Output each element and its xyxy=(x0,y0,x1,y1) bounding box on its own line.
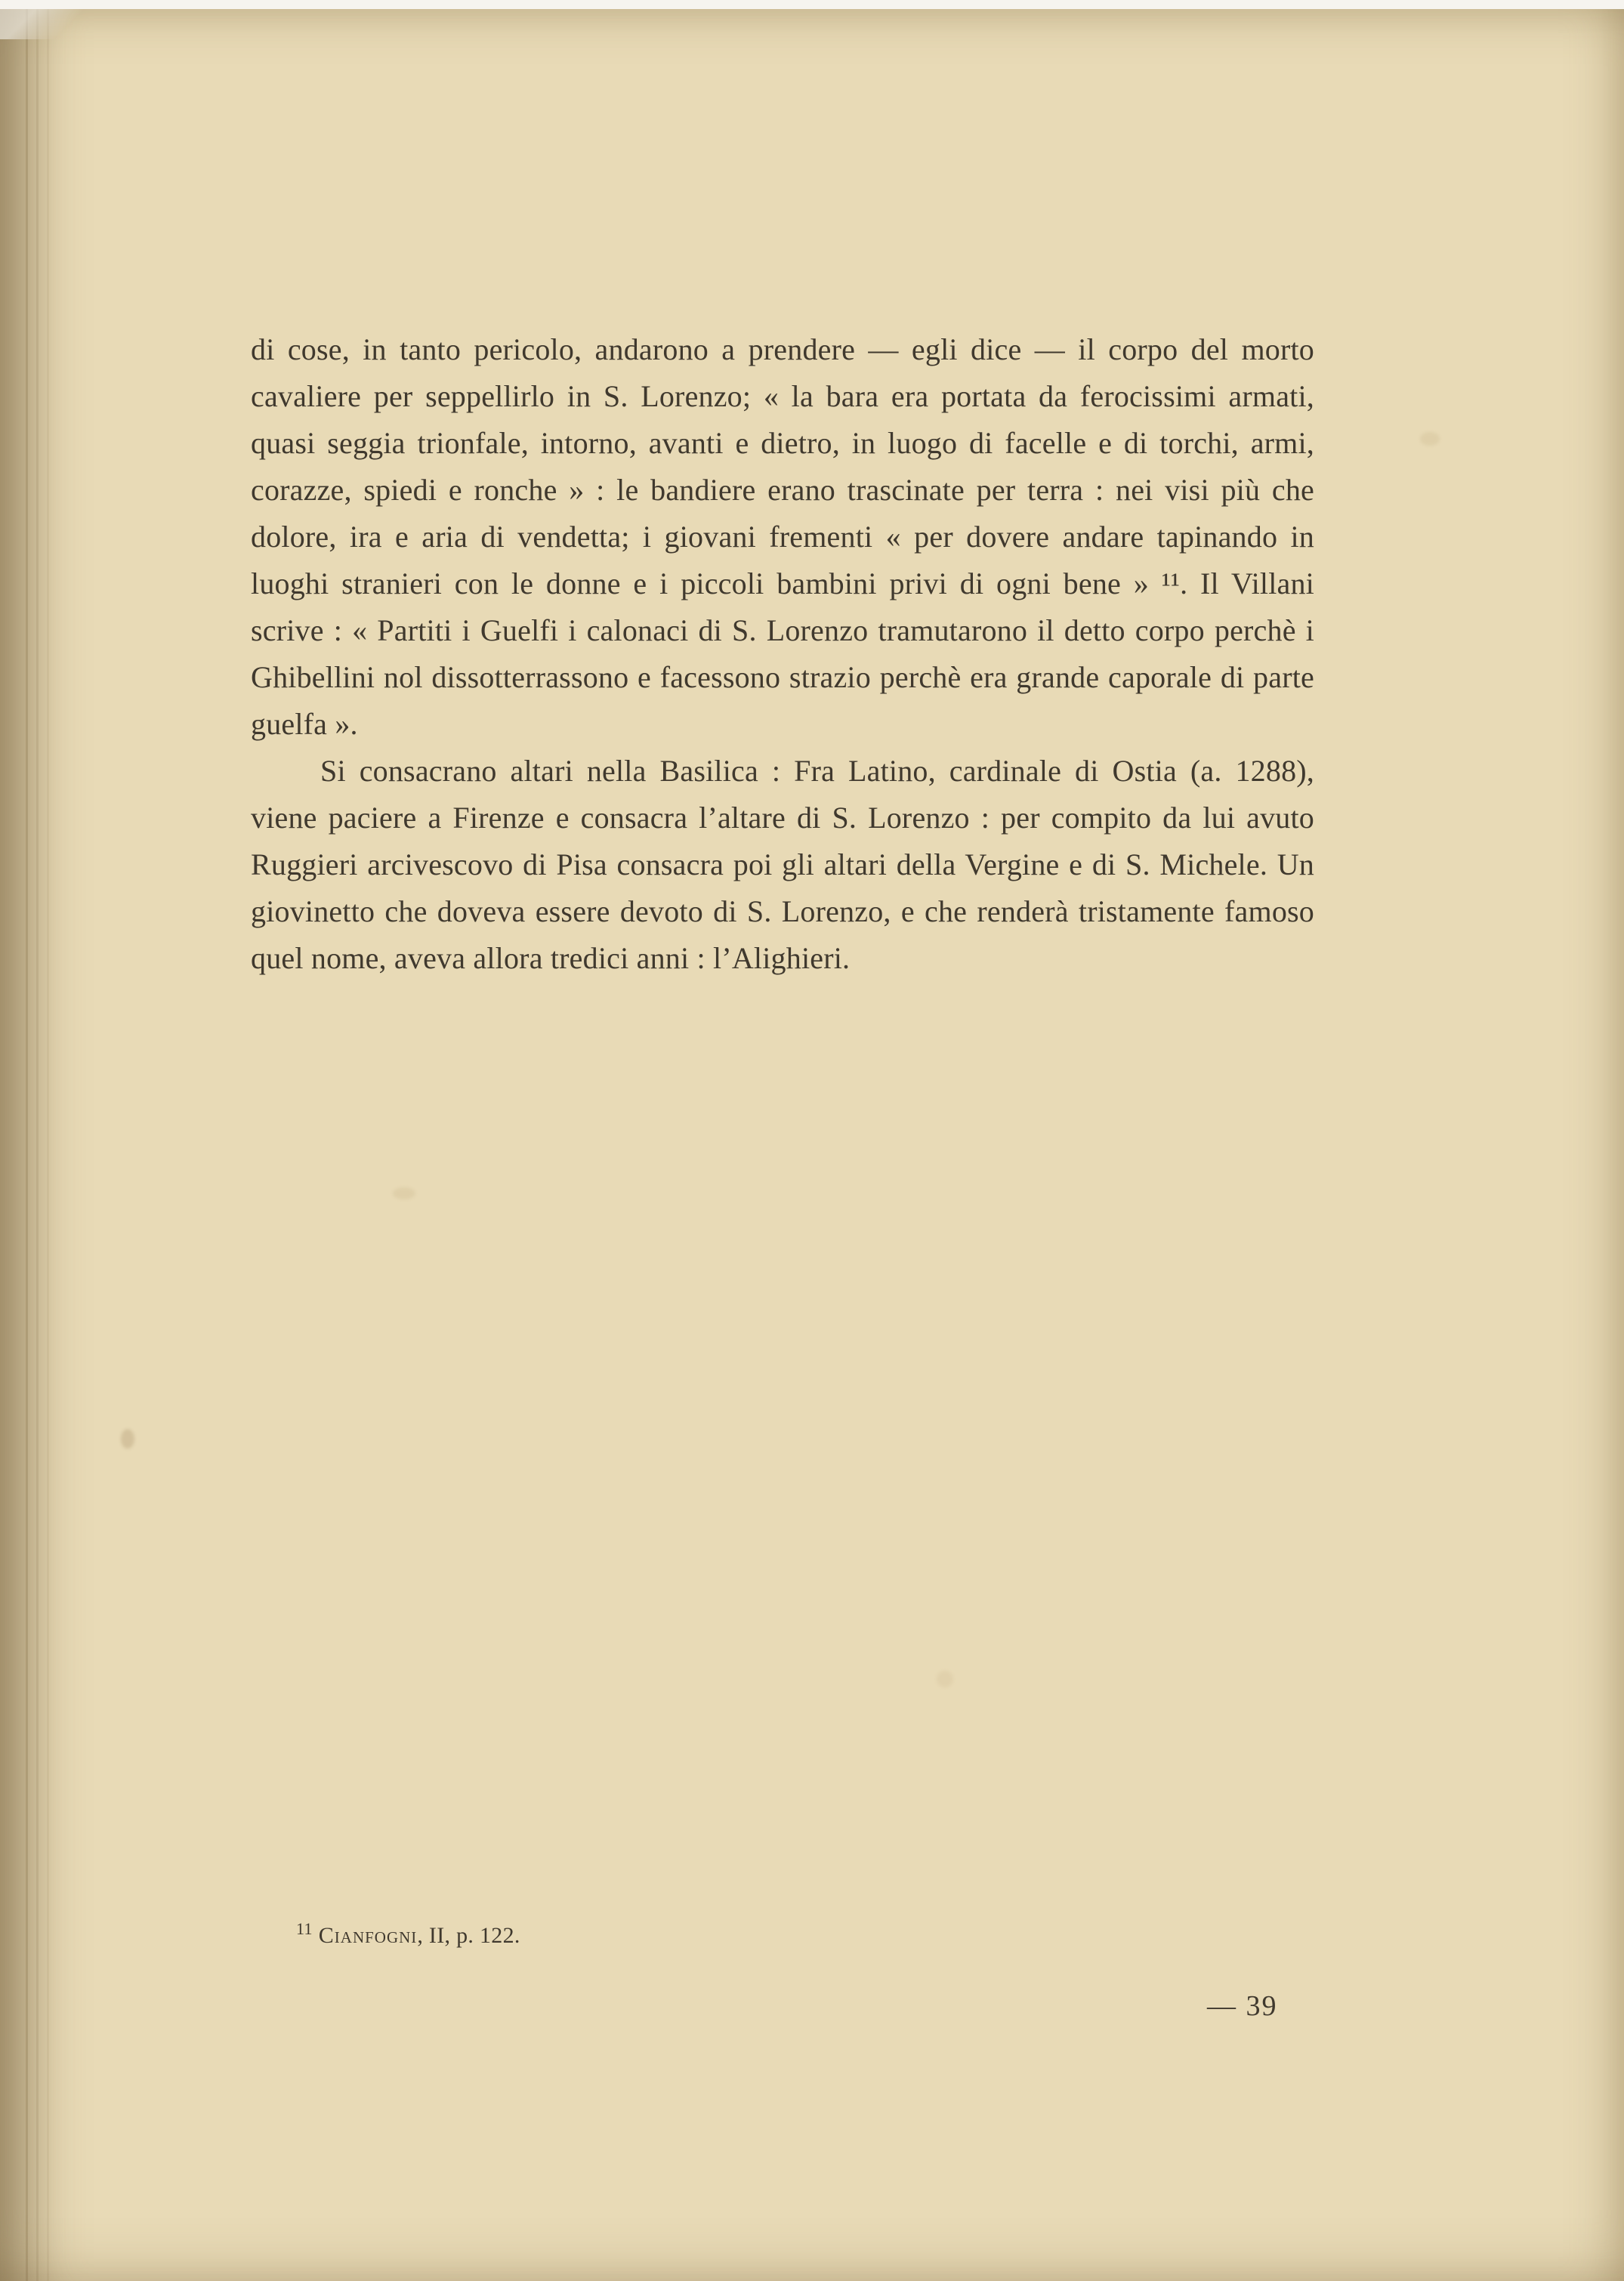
foxing-spot xyxy=(1420,432,1440,446)
foxing-spot xyxy=(393,1187,415,1199)
gutter-page-edge xyxy=(26,9,28,2281)
page-number: — 39 xyxy=(1207,1990,1278,2022)
footnote-marker: 11 xyxy=(296,1919,313,1938)
gutter-page-edge xyxy=(47,9,49,2281)
gutter-page-edge xyxy=(36,9,39,2281)
paper-background xyxy=(0,9,1624,2281)
foxing-spot xyxy=(937,1671,953,1687)
foxing-spot xyxy=(121,1429,134,1449)
footnote-author: Cianfogni xyxy=(318,1923,418,1948)
scan-corner-sliver xyxy=(0,9,91,39)
footnote xyxy=(296,1915,520,1949)
footnote-citation: , II, p. 122. xyxy=(417,1923,520,1948)
paragraph: di cose, in tanto pericolo, andarono a prendere — egli dice — il corpo del morto cavaliere per seppellirlo in S. Lorenzo; « la bara era portata da ferocissimi armati, quasi seggia trionfale, intorno, avanti e dietro, in luogo di facelle e di torchi, armi, corazze, spiedi e ronche » : le bandiere erano trascinate per terra : nei visi più che dolore, ira e aria di vendetta; i giovani frementi « per dovere andare tapinando in luoghi stranieri con le donne e i piccoli bambini privi di ogni bene » ¹¹. Il Villani scrive : « Partiti i Guelfi i calonaci di S. Lorenzo tramutarono il detto corpo perchè i Ghibellini nol dissotterrassono e facessono strazio perchè era grande caporale di parte guelfa ». xyxy=(251,332,1314,741)
body-text xyxy=(251,326,1314,982)
paragraph: Si consacrano altari nella Basilica : Fra Latino, cardinale di Ostia (a. 1288), viene paciere a Firenze e consacra l’altare di S. Lorenzo : per compito da lui avuto Ruggieri arcivescovo di Pisa consacra poi gli altari della Vergine e di S. Michele. Un giovinetto che doveva essere devoto di S. Lorenzo, e che renderà tristamente famoso quel nome, aveva allora tredici anni : l’Alighieri. xyxy=(251,754,1314,975)
